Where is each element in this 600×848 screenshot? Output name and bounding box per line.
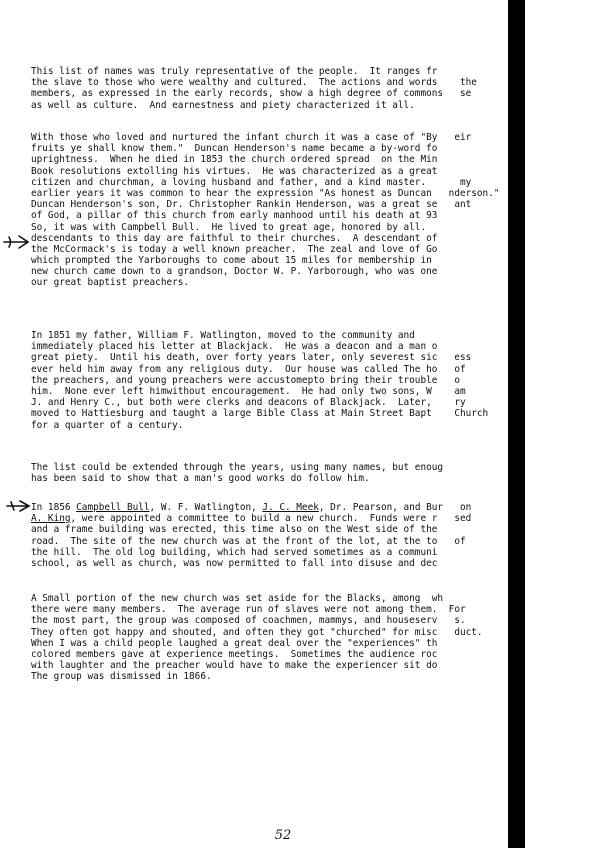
text-line: school, as well as church, was now permitted to fall into disuse and dec [31, 557, 438, 569]
underlined-name-campbell-bull: Campbell Bull [76, 502, 150, 513]
text-line: fruits ye shall know them." Duncan Henderson's name became a by-word fo [31, 143, 438, 155]
text-line: with laughter and the preacher would have to make the experiencer sit do [31, 660, 438, 672]
paragraph [31, 462, 571, 484]
text-line: colored members gave at experience meetings. Sometimes the audience roc [31, 648, 438, 660]
margin-arrow-icon [3, 233, 31, 251]
margin-arrow-icon [6, 499, 32, 513]
text-line: With those who loved and nurtured the infant church it was a case of "By eir [31, 132, 472, 143]
text-line: ever held him away from any religious duty. Our house was called The ho of [31, 363, 466, 375]
text-line: the most part, the group was composed of coachmen, mammys, and houseserv s. [31, 615, 466, 627]
underlined-name-jc-meek: J. C. Meek [262, 502, 319, 513]
paragraph [31, 330, 571, 431]
text-line: descendants to this day are faithful to their churches. A descendant of [31, 232, 438, 244]
text-line: In 1856 Campbell Bull, W. F. Watlington, J. C. Meek, Dr. Pearson, and Bur on [31, 502, 472, 513]
text-line: They often got happy and shouted, and often they got "churched" for misc duct. [31, 626, 483, 638]
text-line: new church came down to a grandson, Doctor W. P. Yarborough, who was one [31, 266, 438, 278]
text-line: as well as culture. And earnestness and piety characterized it all. [31, 99, 415, 111]
text-line: This list of names was truly representative of the people. It ranges fr [31, 66, 438, 77]
text-line: the McCormack's is today a well known preacher. The zeal and love of Go [31, 243, 438, 255]
text-line: the slave to those who were wealthy and cultured. The actions and words the [31, 77, 477, 89]
text-line: of God, a pillar of this church from early manhood until his death at 93 [31, 210, 438, 222]
text-line: A. King, were appointed a committee to build a new church. Funds were r sed [31, 513, 472, 525]
underlined-name-a-king: A. King [31, 513, 71, 525]
text-line: there were many members. The average run of slaves were not among them. For [31, 604, 466, 616]
text-line: him. None ever left himwithout encouragement. He had only two sons, W am [31, 385, 466, 397]
paragraph-committee [31, 502, 571, 569]
text-line: immediately placed his letter at Blackjack. He was a deacon and a man o [31, 341, 438, 353]
paragraph [31, 132, 571, 289]
text-line: uprightness. When he died in 1853 the church ordered spread on the Min [31, 154, 438, 166]
text-line: great piety. Until his death, over forty years later, only severest sic ess [31, 352, 472, 364]
text-line: The group was dismissed in 1866. [31, 671, 212, 683]
text-line: When I was a child people laughed a great deal over the "experiences" th [31, 637, 438, 649]
paragraph-blacks [31, 593, 571, 683]
text-line: the preachers, and young preachers were accustomepto bring their trouble o [31, 374, 460, 386]
text-line: The list could be extended through the years, using many names, but enoug [31, 462, 444, 473]
text-line: A Small portion of the new church was set aside for the Blacks, among wh [31, 593, 444, 604]
text-line: has been said to show that a man's good works do follow him. [31, 473, 370, 485]
text-line: Duncan Henderson's son, Dr. Christopher Rankin Henderson, was a great se ant [31, 199, 472, 211]
text-line: Book resolutions extolling his virtues. He was characterized as a great [31, 165, 438, 177]
text-line: and a frame building was erected, this time also on the West side of the [31, 524, 438, 536]
text-line: In 1851 my father, William F. Watlington, moved to the community and [31, 330, 415, 341]
text-line: members, as expressed in the early records, show a high degree of commons se [31, 88, 472, 100]
text-line: which prompted the Yarboroughs to come about 15 miles for membership in [31, 255, 432, 267]
text-line: So, it was with Campbell Bull. He lived to great age, honored by all. [31, 221, 427, 233]
text-line: J. and Henry C., but both were clerks and deacons of Blackjack. Later, ry [31, 397, 466, 409]
text-line: earlier years it was common to hear the expression "As honest as Duncan nderson." [31, 187, 500, 199]
text-line: our great baptist preachers. [31, 277, 190, 289]
text-line: for a quarter of a century. [31, 419, 184, 431]
text-line: citizen and churchman, a loving husband and father, and a kind master. my [31, 176, 472, 188]
text-line: moved to Hattiesburg and taught a large Bible Class at Main Street Bapt Church [31, 408, 489, 420]
page-number: 52 [274, 828, 292, 843]
scan-edge-bar [508, 0, 525, 848]
text-line: the hill. The old log building, which had served sometimes as a communi [31, 546, 438, 558]
text-line: road. The site of the new church was at the front of the lot, at the to of [31, 535, 466, 547]
paragraph [31, 66, 571, 111]
